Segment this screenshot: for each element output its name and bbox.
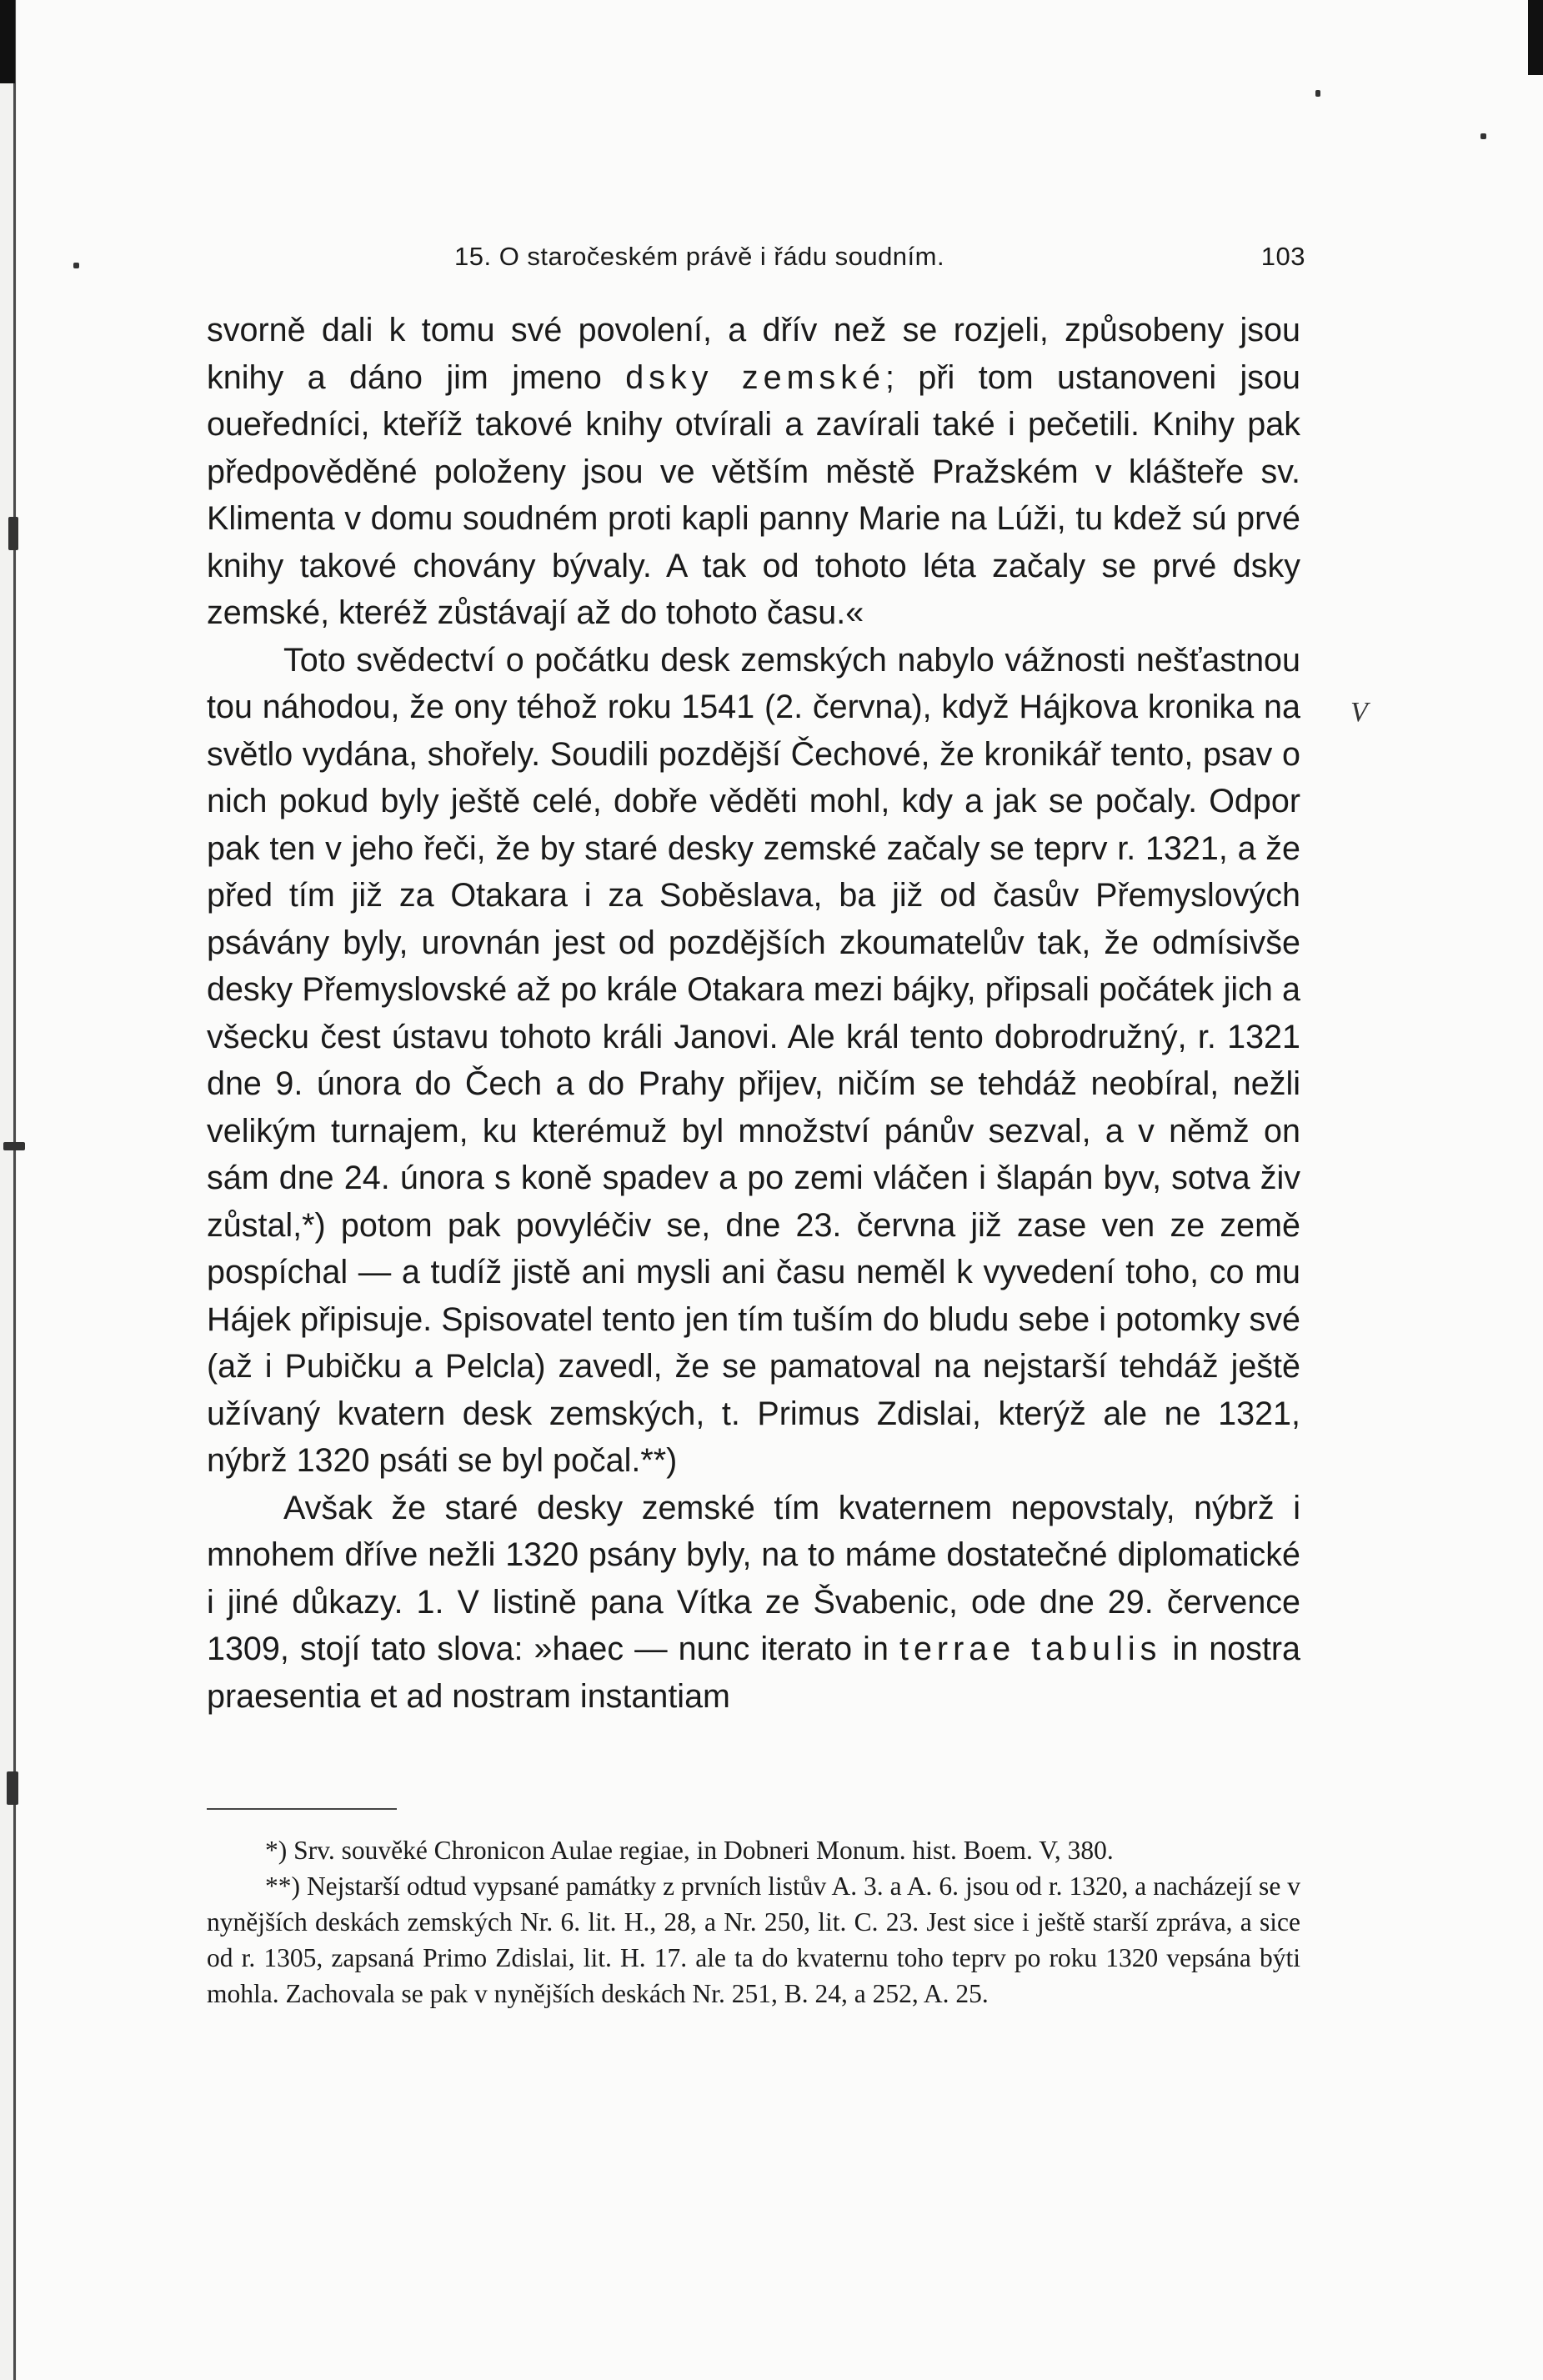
page-edge-rule bbox=[13, 0, 16, 2380]
scan-mark bbox=[8, 517, 18, 550]
scan-corner-mark-right bbox=[1528, 0, 1543, 75]
main-text bbox=[207, 307, 1300, 1720]
margin-annotation: V bbox=[1350, 697, 1368, 728]
scan-mark bbox=[7, 1771, 18, 1805]
running-header bbox=[454, 242, 1305, 283]
footnote-1: *) Srv. souvěké Chronicon Aulae regiae, in Dobneri Monum. hist. Boem. V, 380. bbox=[265, 1836, 1114, 1865]
scan-mark bbox=[3, 1142, 25, 1150]
footnote-divider bbox=[207, 1808, 397, 1810]
paragraph-2: Toto svědectví o počátku desk zemských nabylo vážnosti nešťastnou tou náhodou, že ony téhož roku 1541 (2. června), když Hájkova kronika na světlo vydána, shořely. Soudili pozdější Čechové, že kronikář tento, psav o nich pokud byly ještě celé, dobře věděti mohl, kdy a jak se počaly. Odpor pak ten v jeho řeči, že by staré desky zemské začaly se teprv r. 1321, a že před tím již za Otakara i za Soběslava, ba již od časův Přemyslových psávány byly, urovnán jest od pozdějších zkoumatelův tak, že odmísivše desky Přemyslovské až po krále Otakara mezi bájky, připsali počátek jich a všecku čest ústavu tohoto králi Janovi. Ale král tento dobrodružný, r. 1321 dne 9. února do Čech a do Prahy přijev, ničím se tehdáž neobíral, nežli velikým turnajem, ku kterémuž byl množství pánův sezval, a v němž on sám dne 24. února s koně spadev a po zemi vláčen i šlapán byv, sotva živ zůstal,*) potom pak povyléčiv se, dne 23. června již zase ven ze země pospíchal — a tudíž jistě ani mysli ani času neměl k vyvedení toho, co mu Hájek připisuje. Spisovatel tento jen tím tuším do bludu sebe i potomky své (až i Pubičku a Pelcla) zavedl, že se pamatoval na nejstarší tehdáž ještě užívaný kvatern desk zemských, t. Primus Zdislai, kterýž ale ne 1321, nýbrž 1320 psáti se byl počal.**) bbox=[207, 641, 1300, 1479]
page-number: 103 bbox=[1260, 242, 1305, 271]
scan-speck bbox=[1480, 133, 1486, 139]
footnote-2: **) Nejstarší odtud vypsané památky z prvních listův A. 3. a A. 6. jsou od r. 1320, a nacházejí se v nynějších deskách zemských Nr. 6. lit. H., 28, a Nr. 250, lit. C. 23. Jest sice i ještě starší zpráva, a sice od r. 1305, zapsaná Primo Zdislai, lit. H. 17. ale ta do kvaternu toho teprv po roku 1320 vepsána býti mohla. Zachovala se pak v nynějších deskách Nr. 251, B. 24, a 252, A. 25. bbox=[207, 1871, 1300, 2008]
paragraph-1: svorně dali k tomu své povolení, a dřív než se rozjeli, způsobeny jsou knihy a dáno jim jmeno dsky zemské; při tom ustanoveni jsou oueředníci, kteříž takové knihy otvírali a zavírali také i pečetili. Knihy pak předpověděné položeny jsou ve větším městě Pražském v klášteře sv. Klimenta v domu soudném proti kapli panny Marie na Lúži, tu kdež sú prvé knihy takové chovány bývaly. A tak od tohoto léta začaly se prvé dsky zemské, kteréž zůstávají až do tohoto času.« bbox=[207, 312, 1300, 631]
scan-corner-mark bbox=[0, 0, 15, 83]
scan-speck bbox=[73, 263, 79, 268]
chapter-title: 15. O staročeském právě i řádu soudním. bbox=[454, 242, 945, 271]
footnotes bbox=[207, 1832, 1300, 2012]
spaced-emphasis: terrae tabulis bbox=[899, 1631, 1162, 1667]
spaced-emphasis: dsky zemské bbox=[625, 358, 886, 396]
scan-speck bbox=[1315, 90, 1320, 97]
paragraph-3: Avšak že staré desky zemské tím kvaternem nepovstaly, nýbrž i mnohem dříve nežli 1320 psány byly, na to máme dostatečné diplomatické i jiné důkazy. 1. V listině pana Vítka ze Švabenic, ode dne 29. července 1309, stojí tato slova: »haec — nunc iterato in terrae tabulis in nostra praesentia et ad nostram instantiam bbox=[207, 1489, 1300, 1715]
